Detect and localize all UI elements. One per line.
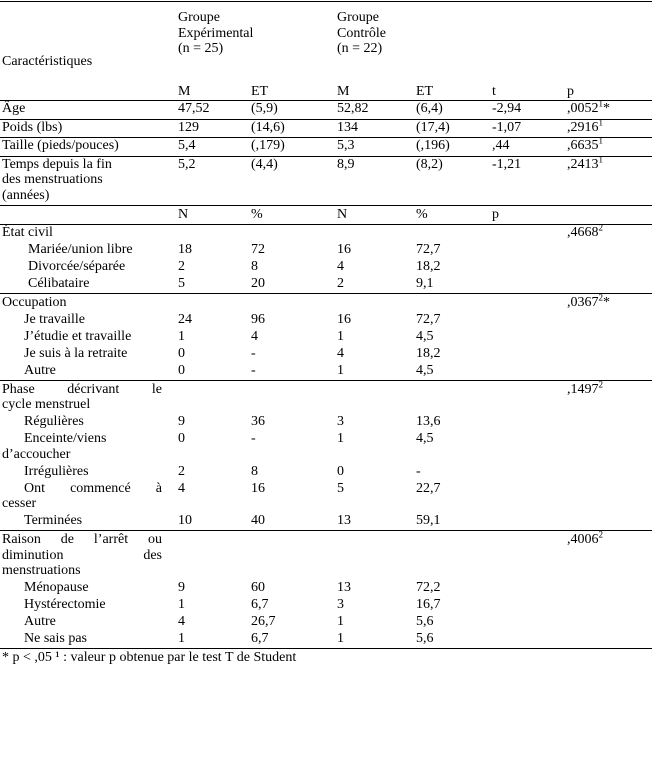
category-label-line: Divorcée/séparée xyxy=(28,258,126,274)
cell-n-ctrl: 0 xyxy=(337,463,344,479)
header-count-label: N xyxy=(178,207,189,222)
section-title-line: Phase décrivant le xyxy=(2,381,162,397)
cell-m-ctrl: 134 xyxy=(337,119,358,135)
cell-n-ctrl: 5 xyxy=(337,480,344,496)
category-label xyxy=(2,259,125,275)
cell-p: ,0052$^1$* xyxy=(567,98,610,116)
category-label xyxy=(2,431,162,462)
cell-pct-ctrl: 18,2 xyxy=(416,258,441,274)
header-group-experimental-line: Expérimental xyxy=(178,25,254,41)
cell-p: ,2413$^1$ xyxy=(567,153,603,172)
cell-pct-ctrl: 18,2 xyxy=(416,345,441,361)
cell-et-ctrl: (,196) xyxy=(416,138,450,153)
cell-pct-exp: 72 xyxy=(251,241,265,257)
cell-et-ctrl: (6,4) xyxy=(416,101,443,116)
cell-n-exp: 9 xyxy=(178,580,185,595)
section-title xyxy=(2,295,67,311)
header-characteristics-line: Caractéristiques xyxy=(2,54,93,69)
section-p: ,1497$^2$ xyxy=(567,378,603,397)
cell-pct-exp: 60 xyxy=(251,580,265,595)
header-stat-label: p xyxy=(567,84,574,99)
header-characteristics xyxy=(2,54,92,70)
section-title-line: diminution des xyxy=(2,547,162,563)
table-top-rule xyxy=(0,1,652,2)
category-label-line: Ne sais pas xyxy=(24,631,87,646)
category-label xyxy=(2,614,56,630)
cell-pct-exp: 8 xyxy=(251,463,258,479)
section-p: ,0367$^2$* xyxy=(567,291,610,310)
row-label xyxy=(2,138,119,154)
category-label-line: Régulières xyxy=(24,414,84,429)
cell-pct-exp: 6,7 xyxy=(251,597,269,612)
cell-n-exp: 4 xyxy=(178,614,185,629)
cell-et-ctrl: (8,2) xyxy=(416,156,443,172)
cell-et-exp: (5,9) xyxy=(251,101,278,116)
cell-n-exp: 4 xyxy=(178,480,185,496)
category-label-line: d’accoucher xyxy=(2,446,71,462)
row-label-line: Poids (lbs) xyxy=(2,119,63,135)
row-label xyxy=(2,101,25,117)
category-label-line: Irrégulières xyxy=(24,463,89,479)
category-label xyxy=(2,276,89,292)
section-title-line: Occupation xyxy=(2,294,67,310)
header-count-label: % xyxy=(416,207,428,222)
cell-pct-ctrl: 9,1 xyxy=(416,275,434,291)
section-rule xyxy=(0,530,652,531)
cell-pct-exp: 8 xyxy=(251,258,258,274)
cell-n-ctrl: 1 xyxy=(337,431,344,446)
category-label-line: Terminées xyxy=(24,513,83,528)
cell-p: ,6635$^1$ xyxy=(567,135,603,153)
header-stat-label: M xyxy=(178,84,191,99)
cell-n-ctrl: 1 xyxy=(337,362,344,378)
section-p: ,4668$^2$ xyxy=(567,221,603,240)
header-stat-label: M xyxy=(337,84,350,99)
cell-n-exp: 1 xyxy=(178,328,185,344)
cell-n-exp: 2 xyxy=(178,463,185,479)
category-label-line: Autre xyxy=(24,614,56,629)
header-group-control-line: (n = 22) xyxy=(337,41,383,56)
header-group-control-line: Groupe xyxy=(337,10,379,25)
header-group-experimental xyxy=(178,10,253,57)
cell-pct-exp: 16 xyxy=(251,480,265,496)
section-p: ,4006$^2$ xyxy=(567,529,603,547)
cell-m-exp: 129 xyxy=(178,119,199,135)
cell-t: ,44 xyxy=(492,138,510,153)
cell-p: ,2916$^1$ xyxy=(567,116,603,135)
category-label xyxy=(2,597,106,613)
cell-n-exp: 2 xyxy=(178,258,185,274)
row-label-line: Taille (pieds/pouces) xyxy=(2,138,119,153)
cell-pct-ctrl: 59,1 xyxy=(416,513,441,528)
category-label xyxy=(2,464,89,480)
cell-pct-exp: 40 xyxy=(251,513,265,528)
category-label xyxy=(2,363,56,379)
cell-pct-ctrl: 5,6 xyxy=(416,614,434,629)
cell-pct-exp: - xyxy=(251,362,256,378)
cell-et-exp: (4,4) xyxy=(251,156,278,172)
cell-pct-ctrl: 72,7 xyxy=(416,241,441,257)
category-label-line: Ont commencé à xyxy=(24,480,162,496)
category-label-line: cesser xyxy=(2,496,37,511)
category-label-line: Célibataire xyxy=(28,275,90,291)
cell-et-exp: (14,6) xyxy=(251,119,285,135)
header-count-label: N xyxy=(337,207,348,222)
cell-n-ctrl: 4 xyxy=(337,345,344,361)
row-label xyxy=(2,120,62,136)
cell-m-exp: 47,52 xyxy=(178,101,210,116)
cell-n-ctrl: 16 xyxy=(337,311,351,327)
cell-pct-ctrl: 22,7 xyxy=(416,480,441,496)
row-rule xyxy=(0,119,652,120)
cell-n-exp: 1 xyxy=(178,597,185,612)
header-group-control xyxy=(337,10,386,57)
cell-n-ctrl: 13 xyxy=(337,513,351,528)
cell-pct-exp: - xyxy=(251,345,256,361)
section-rule xyxy=(0,380,652,381)
category-label xyxy=(2,631,87,647)
cell-n-exp: 5 xyxy=(178,275,185,291)
header-stat-label: ET xyxy=(416,84,434,99)
header-count-label: % xyxy=(251,207,263,222)
cell-n-ctrl: 3 xyxy=(337,414,344,429)
cell-n-ctrl: 1 xyxy=(337,328,344,344)
cell-pct-ctrl: 5,6 xyxy=(416,631,434,646)
section-title-line: cycle menstruel xyxy=(2,397,91,412)
cell-m-ctrl: 52,82 xyxy=(337,101,369,116)
section-title-line: Raison de l’arrêt ou xyxy=(2,532,162,547)
category-label xyxy=(2,580,89,596)
cell-n-exp: 0 xyxy=(178,431,185,446)
section-rule xyxy=(0,648,652,649)
cell-m-exp: 5,4 xyxy=(178,138,196,153)
section-title xyxy=(2,225,53,241)
section-title-line: État civil xyxy=(2,224,53,240)
row-label-line: des menstruations xyxy=(2,172,103,187)
category-label xyxy=(2,329,131,345)
cell-n-exp: 24 xyxy=(178,311,192,327)
header-bottom-rule xyxy=(0,100,652,101)
category-label-line: Hystérectomie xyxy=(24,597,106,612)
cell-m-ctrl: 8,9 xyxy=(337,156,355,172)
row-label xyxy=(2,157,112,204)
section-title-line: menstruations xyxy=(2,563,81,578)
category-label-line: Ménopause xyxy=(24,580,89,595)
cell-pct-exp: 6,7 xyxy=(251,631,269,646)
cell-t: -1,07 xyxy=(492,119,522,135)
header-stat-label: t xyxy=(492,84,496,99)
cell-m-exp: 5,2 xyxy=(178,156,196,172)
header-group-control-line: Contrôle xyxy=(337,25,386,41)
category-label-line: Mariée/union libre xyxy=(28,241,133,257)
header-group-experimental-line: Groupe xyxy=(178,10,220,25)
cell-n-exp: 9 xyxy=(178,414,185,429)
category-label-line: Enceinte/viens xyxy=(24,431,107,446)
cell-pct-exp: 26,7 xyxy=(251,614,276,629)
cell-pct-ctrl: - xyxy=(416,463,421,479)
cell-pct-ctrl: 72,2 xyxy=(416,580,441,595)
row-label-line: Temps depuis la fin xyxy=(2,156,112,172)
cell-n-exp: 0 xyxy=(178,345,185,361)
category-label-line: Autre xyxy=(24,362,56,378)
cell-n-ctrl: 4 xyxy=(337,258,344,274)
row-rule xyxy=(0,205,652,206)
subheader-rule xyxy=(0,224,652,225)
cell-n-ctrl: 16 xyxy=(337,241,351,257)
cell-n-ctrl: 3 xyxy=(337,597,344,612)
section-title xyxy=(2,532,162,579)
row-label-line: (années) xyxy=(2,187,50,203)
category-label xyxy=(2,481,162,512)
cell-n-exp: 10 xyxy=(178,513,192,528)
category-label xyxy=(2,414,84,430)
cell-pct-ctrl: 16,7 xyxy=(416,597,441,612)
cell-n-ctrl: 1 xyxy=(337,631,344,646)
cell-pct-exp: 36 xyxy=(251,414,265,429)
category-label xyxy=(2,346,127,362)
category-label xyxy=(2,513,82,529)
cell-n-ctrl: 1 xyxy=(337,614,344,629)
cell-pct-ctrl: 72,7 xyxy=(416,311,441,327)
cell-et-ctrl: (17,4) xyxy=(416,119,450,135)
header-count-label: p xyxy=(492,207,499,222)
category-label-line: Je travaille xyxy=(24,311,86,327)
category-label xyxy=(2,242,133,258)
section-title xyxy=(2,382,162,413)
cell-n-ctrl: 13 xyxy=(337,580,351,595)
category-label-line: Je suis à la retraite xyxy=(24,345,128,361)
section-rule xyxy=(0,293,652,294)
header-stat-label: ET xyxy=(251,84,269,99)
cell-m-ctrl: 5,3 xyxy=(337,138,355,153)
cell-n-exp: 0 xyxy=(178,362,185,378)
cell-pct-exp: - xyxy=(251,431,256,446)
cell-pct-ctrl: 4,5 xyxy=(416,362,434,378)
cell-n-exp: 1 xyxy=(178,631,185,646)
cell-n-ctrl: 2 xyxy=(337,275,344,291)
cell-t: -1,21 xyxy=(492,156,522,172)
cell-t: -2,94 xyxy=(492,101,522,116)
cell-pct-exp: 4 xyxy=(251,328,258,344)
category-label xyxy=(2,312,85,328)
table-footnote: * p < ,05 ¹ : valeur p obtenue par le test T de Student xyxy=(2,650,297,665)
cell-pct-exp: 20 xyxy=(251,275,265,291)
cell-pct-ctrl: 13,6 xyxy=(416,414,441,429)
cell-pct-ctrl: 4,5 xyxy=(416,328,434,344)
cell-pct-exp: 96 xyxy=(251,311,265,327)
category-label-line: J’étudie et travaille xyxy=(24,328,132,344)
cell-et-exp: (,179) xyxy=(251,138,285,153)
header-group-experimental-line: (n = 25) xyxy=(178,41,224,56)
cell-n-exp: 18 xyxy=(178,241,192,257)
row-label-line: Âge xyxy=(2,101,26,116)
cell-pct-ctrl: 4,5 xyxy=(416,431,434,446)
